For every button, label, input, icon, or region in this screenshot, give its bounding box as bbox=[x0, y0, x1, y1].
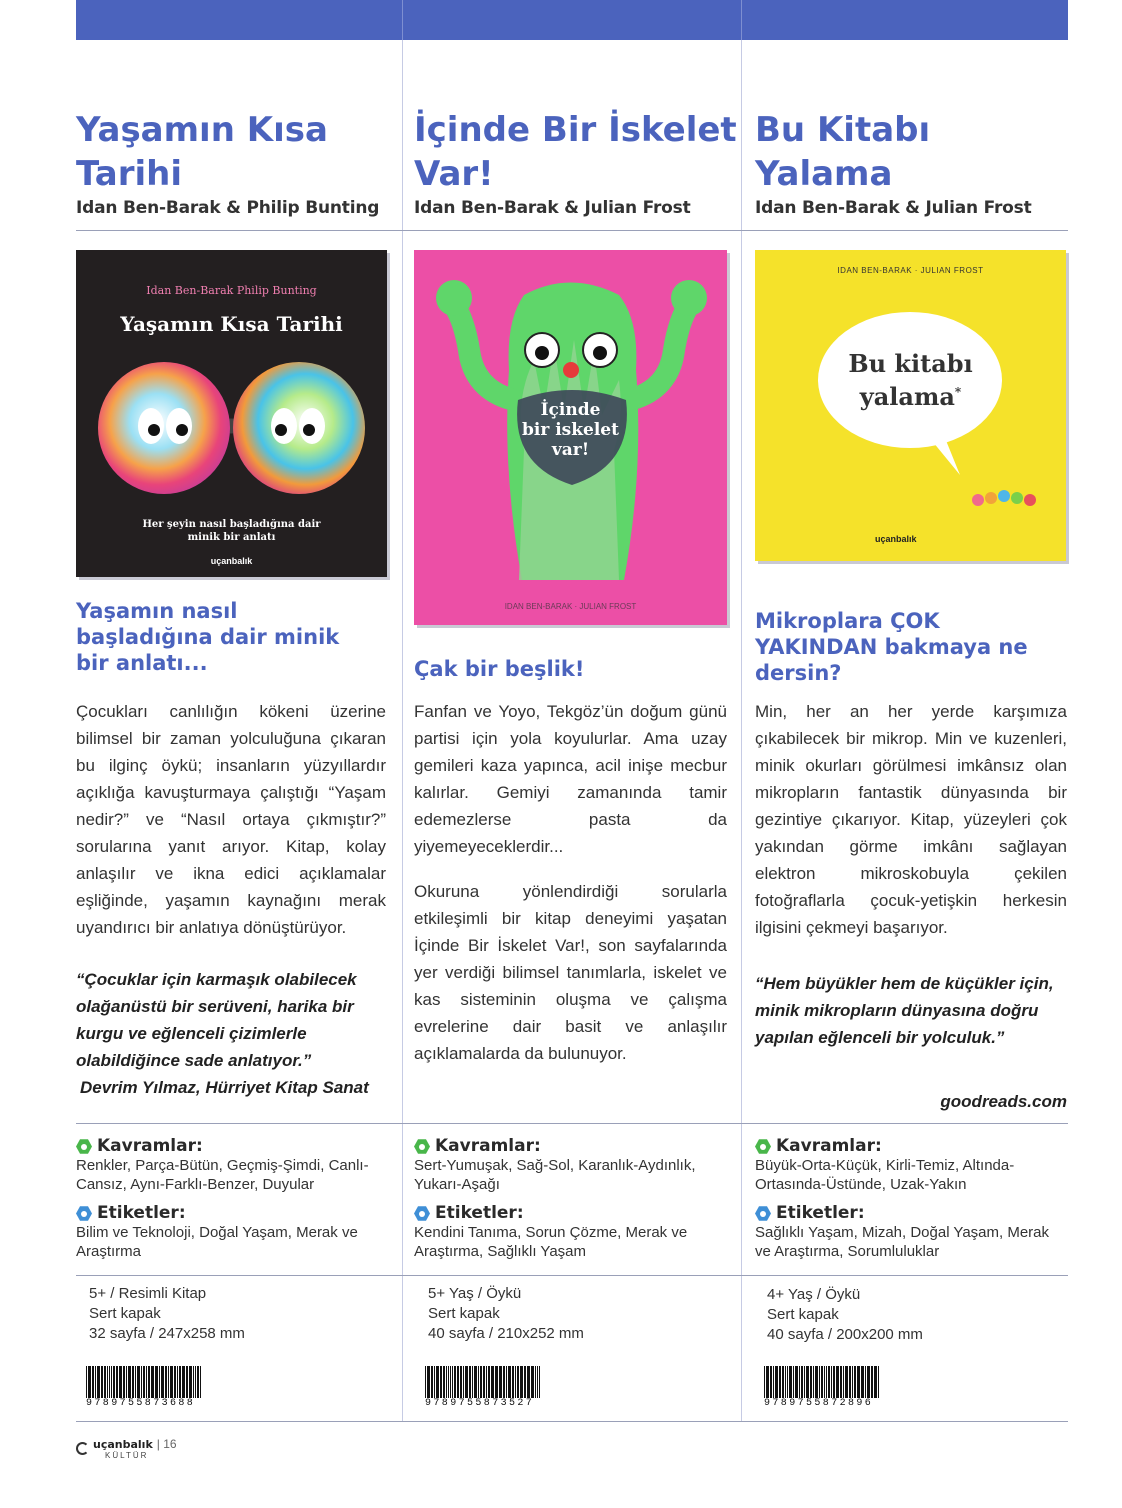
book-title: Bu Kitabı Yalama bbox=[755, 110, 931, 194]
barcode bbox=[86, 1366, 202, 1410]
book-title: Yaşamın Kısa Tarihi bbox=[76, 110, 328, 194]
etiket-icon bbox=[755, 1206, 771, 1222]
barcode-bar bbox=[815, 1366, 818, 1398]
book-specs bbox=[428, 1284, 584, 1344]
barcode-bar bbox=[524, 1366, 527, 1398]
barcode-bar bbox=[116, 1366, 118, 1398]
barcode-bar bbox=[159, 1366, 160, 1398]
book-specs bbox=[767, 1285, 923, 1345]
cover-authors: IDAN BEN-BARAK · JULIAN FROST bbox=[504, 602, 637, 611]
book-specs bbox=[89, 1284, 245, 1344]
barcode-bar bbox=[871, 1366, 873, 1398]
spec-age: 5+ / Resimli Kitap bbox=[89, 1285, 207, 1302]
barcode-bar bbox=[506, 1366, 507, 1398]
etiket-icon bbox=[414, 1206, 430, 1222]
barcode-bar bbox=[826, 1366, 827, 1398]
barcode-bar bbox=[137, 1366, 140, 1398]
barcode-bar bbox=[101, 1366, 103, 1398]
cover-title: Yaşamın Kısa Tarihi bbox=[120, 312, 343, 336]
barcode-bar bbox=[472, 1366, 473, 1398]
barcode-bar bbox=[806, 1366, 809, 1398]
barcode-bar bbox=[787, 1366, 788, 1398]
book-description: Çocukları canlılığın kökeni üzerine bilimsel bir zaman yolculuğuna çıkaran bu ilginç öykü; insanların yüzyıllardır açıklığa kavuşturmaya çalıştığı “Yaşam nedir?” ve “Nasıl ortaya çıkmıştır?” sorularına yanıt arıyor. Kitap, kolay anlaşılır ve ikna edici açıklamalar eşliğinde, yaşamın kaynağını merak uyandırıcı bir anlatıya dönüştürüyor. bbox=[76, 702, 386, 937]
barcode-bar bbox=[537, 1366, 538, 1398]
barcode-bar bbox=[865, 1366, 867, 1398]
isbn-number: 9789755873688 bbox=[86, 1398, 196, 1409]
barcode-bar bbox=[148, 1366, 150, 1398]
page-number: | 16 bbox=[156, 1436, 177, 1451]
barcode-bar bbox=[831, 1366, 832, 1398]
cover-publisher: uçanbalık bbox=[875, 534, 917, 544]
spec-age: 4+ Yaş / Öykü bbox=[767, 1286, 861, 1303]
book-description: Okuruna yönlendirdiği sorularla etkileşimli bir kitap deneyimi yaşatan İçinde Bir İskelet Var!, son sayfalarında yer verdiği bilimsel tanımlarla, iskelet ve kas sisteminin oluşma ve çalışma evrelerine dair basit ve anlaşılır açıklamalarda da bulunuyor. bbox=[414, 882, 727, 1063]
book-authors: Idan Ben-Barak & Philip Bunting bbox=[76, 198, 380, 218]
kavramlar-list: Sert-Yumuşak, Sağ-Sol, Karanlık-Aydınlık, Yukarı-Aşağı bbox=[414, 1157, 696, 1193]
barcode-bar bbox=[478, 1366, 479, 1398]
cover-authors: Idan Ben-Barak Philip Bunting bbox=[146, 284, 317, 297]
barcode-bar bbox=[857, 1366, 860, 1398]
spec-pages-size: 40 sayfa / 210x252 mm bbox=[428, 1325, 584, 1342]
book-description: Min, her an her yerde karşımıza çıkabilecek bir mikrop. Min ve kuzenleri, minik okurları görülmesi imkânsız olan mikropların fantastik dünyasında bir gezintiye çıkarıyor. Kitap, yüzeyleri çok yakından görme imkânı sağlayan elektron mikroskobuyla çekilen fotoğraflarla çocuk-yetişkin herkesin ilgisini çekmeyi başarıyor. bbox=[755, 702, 1067, 937]
book-subhead: Çak bir beşlik! bbox=[414, 657, 585, 681]
barcode-bar bbox=[836, 1366, 839, 1398]
barcode-bar bbox=[821, 1366, 823, 1398]
barcode-bar bbox=[161, 1366, 164, 1398]
barcode-bar bbox=[843, 1366, 844, 1398]
cover-publisher: uçanbalık bbox=[210, 556, 253, 566]
barcode-bar bbox=[785, 1366, 786, 1398]
barcode-bar bbox=[436, 1366, 439, 1398]
barcode-bar bbox=[446, 1366, 447, 1398]
barcode-bar bbox=[111, 1366, 112, 1398]
barcode-bars bbox=[425, 1366, 541, 1398]
book-authors: Idan Ben-Barak & Julian Frost bbox=[755, 198, 1032, 218]
barcode-bar bbox=[165, 1366, 167, 1398]
barcode-bar bbox=[95, 1366, 96, 1398]
bottom-divider bbox=[76, 1421, 1068, 1422]
barcode-bar bbox=[503, 1366, 505, 1398]
barcode-bar bbox=[186, 1366, 189, 1398]
barcode-bar bbox=[200, 1366, 201, 1398]
top-bar-divider bbox=[402, 0, 403, 40]
page-footer bbox=[76, 1437, 177, 1460]
barcode-bar bbox=[97, 1366, 100, 1398]
kavramlar-list: Büyük-Orta-Küçük, Kirli-Temiz, Altında-Ortasında-Üstünde, Uzak-Yakın bbox=[755, 1157, 1015, 1193]
barcode-bar bbox=[425, 1366, 426, 1398]
barcode-bar bbox=[764, 1366, 765, 1398]
publisher-logo-icon bbox=[76, 1442, 89, 1455]
barcode-bar bbox=[878, 1366, 879, 1398]
etiketler-list: Kendini Tanıma, Sorun Çözme, Merak ve Araştırma, Sağlıklı Yaşam bbox=[414, 1224, 688, 1260]
barcode-bar bbox=[107, 1366, 108, 1398]
cover-illustration bbox=[86, 356, 377, 506]
divider bbox=[741, 1275, 1068, 1276]
barcode-bar bbox=[454, 1366, 456, 1398]
barcode-bar bbox=[793, 1366, 794, 1398]
etiketler-block: Etiketler: Sağlıklı Yaşam, Mizah, Doğal Yaşam, Merak ve Araştırma, Sorumluluklar bbox=[755, 1204, 1065, 1261]
barcode-bar bbox=[508, 1366, 511, 1398]
divider bbox=[402, 230, 741, 231]
barcode-bar bbox=[431, 1366, 433, 1398]
barcode-bar bbox=[799, 1366, 800, 1398]
barcode-bar bbox=[469, 1366, 471, 1398]
book-authors: Idan Ben-Barak & Julian Frost bbox=[414, 198, 691, 218]
barcode-bar bbox=[189, 1366, 192, 1398]
book-description: Fanfan ve Yoyo, Tekgöz’ün doğum günü partisi için yola koyulurlar. Ama uzay gemileri kaza yapınca, acil inişe mecbur kalırlar. Gemiyi zamanında tamir edemezlerse pasta da yiyemeyeceklerdir... bbox=[414, 702, 727, 856]
barcode-bar bbox=[813, 1366, 814, 1398]
kavram-icon bbox=[414, 1139, 430, 1155]
barcode-bar bbox=[874, 1366, 877, 1398]
cover-title: Bu kitabı yalama* bbox=[848, 349, 973, 411]
barcode-bar bbox=[833, 1366, 835, 1398]
review-quote: “Çocuklar için karmaşık olabilecek olağanüstü bir serüveni, harika bir kurgu ve eğlenceli çizimlerle olabildiğince sade anlatıyor.” bbox=[76, 970, 357, 1070]
barcode-bar bbox=[527, 1366, 530, 1398]
barcode-bar bbox=[113, 1366, 115, 1398]
barcode-bar bbox=[824, 1366, 826, 1398]
barcode-bar bbox=[535, 1366, 536, 1398]
kavramlar-block: Kavramlar: Büyük-Orta-Küçük, Kirli-Temiz, Altında-Ortasında-Üstünde, Uzak-Yakın bbox=[755, 1137, 1065, 1194]
quote-source: Devrim Yılmaz, Hürriyet Kitap Sanat bbox=[80, 1078, 369, 1097]
etiketler-block: Etiketler: Bilim ve Teknoloji, Doğal Yaşam, Merak ve Araştırma bbox=[76, 1204, 396, 1261]
divider bbox=[741, 1123, 1068, 1124]
barcode-bar bbox=[448, 1366, 449, 1398]
barcode-bar bbox=[804, 1366, 805, 1398]
barcode-bar bbox=[520, 1366, 523, 1398]
barcode-bar bbox=[170, 1366, 173, 1398]
barcode-bar bbox=[849, 1366, 851, 1398]
kavramlar-list: Renkler, Parça-Bütün, Geçmiş-Şimdi, Canlı-Cansız, Aynı-Farklı-Benzer, Duyular bbox=[76, 1157, 369, 1193]
barcode-bar bbox=[195, 1366, 196, 1398]
divider bbox=[76, 1123, 402, 1124]
cover-authors: IDAN BEN-BARAK · JULIAN FROST bbox=[837, 266, 984, 275]
barcode-bar bbox=[168, 1366, 169, 1398]
barcode bbox=[764, 1366, 880, 1410]
barcode-bar bbox=[126, 1366, 127, 1398]
book-subhead: Yaşamın nasıl başladığına dair minik bir anlatı... bbox=[76, 599, 340, 675]
etiketler-list: Bilim ve Teknoloji, Doğal Yaşam, Merak ve Araştırma bbox=[76, 1224, 358, 1260]
barcode-bar bbox=[109, 1366, 110, 1398]
book-cover bbox=[76, 250, 387, 577]
barcode-bar bbox=[486, 1366, 488, 1398]
barcode-bar bbox=[852, 1366, 853, 1398]
barcode-bar bbox=[495, 1366, 498, 1398]
barcode-bar bbox=[427, 1366, 430, 1398]
book-title: İçinde Bir İskelet Var! bbox=[414, 110, 737, 194]
divider bbox=[76, 1275, 402, 1276]
barcode-bar bbox=[779, 1366, 781, 1398]
barcode-bar bbox=[88, 1366, 91, 1398]
column-divider bbox=[741, 40, 742, 1422]
book-cover bbox=[755, 250, 1066, 561]
barcode-bar bbox=[434, 1366, 435, 1398]
column-divider bbox=[402, 40, 403, 1422]
book-cover bbox=[414, 250, 727, 625]
barcode-bar bbox=[539, 1366, 540, 1398]
kavramlar-block: Kavramlar: Renkler, Parça-Bütün, Geçmiş-Şimdi, Canlı-Cansız, Aynı-Farklı-Benzer, Duyular bbox=[76, 1137, 396, 1194]
barcode bbox=[425, 1366, 541, 1410]
barcode-bar bbox=[515, 1366, 516, 1398]
barcode-bar bbox=[789, 1366, 792, 1398]
barcode-bar bbox=[795, 1366, 798, 1398]
barcode-bar bbox=[840, 1366, 842, 1398]
barcode-bar bbox=[770, 1366, 772, 1398]
barcode-bar bbox=[443, 1366, 446, 1398]
barcode-bar bbox=[143, 1366, 145, 1398]
barcode-bar bbox=[810, 1366, 812, 1398]
barcode-bar bbox=[182, 1366, 185, 1398]
barcode-bar bbox=[146, 1366, 148, 1398]
barcode-bar bbox=[531, 1366, 534, 1398]
publisher-logo bbox=[93, 1437, 153, 1460]
barcode-bar bbox=[177, 1366, 178, 1398]
barcode-bar bbox=[465, 1366, 468, 1398]
barcode-bar bbox=[474, 1366, 477, 1398]
barcode-bars bbox=[86, 1366, 202, 1398]
barcode-bar bbox=[132, 1366, 134, 1398]
barcode-bar bbox=[450, 1366, 451, 1398]
cover-title: İçinde bir iskelet var! bbox=[522, 400, 619, 460]
isbn-number: 9789755873527 bbox=[425, 1398, 535, 1409]
barcode-bar bbox=[867, 1366, 870, 1398]
barcode-bar bbox=[854, 1366, 856, 1398]
barcode-bar bbox=[828, 1366, 830, 1398]
spec-age: 5+ Yaş / Öykü bbox=[428, 1285, 522, 1302]
barcode-bar bbox=[457, 1366, 459, 1398]
kavram-icon bbox=[755, 1139, 771, 1155]
spec-binding: Sert kapak bbox=[767, 1306, 839, 1323]
barcode-bar bbox=[491, 1366, 494, 1398]
divider bbox=[402, 1123, 741, 1124]
kavram-icon bbox=[76, 1139, 92, 1155]
barcode-bar bbox=[174, 1366, 176, 1398]
book-subhead: Mikroplara ÇOK YAKINDAN bakmaya ne dersin? bbox=[755, 609, 1028, 685]
divider bbox=[76, 230, 402, 231]
barcode-bar bbox=[775, 1366, 778, 1398]
barcode-bar bbox=[452, 1366, 453, 1398]
barcode-bar bbox=[193, 1366, 194, 1398]
barcode-bar bbox=[766, 1366, 769, 1398]
barcode-bar bbox=[135, 1366, 136, 1398]
barcode-bar bbox=[463, 1366, 464, 1398]
publisher-name: uçanbalık bbox=[93, 1438, 153, 1451]
barcode-bar bbox=[512, 1366, 514, 1398]
barcode-bar bbox=[499, 1366, 502, 1398]
barcode-bar bbox=[86, 1366, 87, 1398]
barcode-bar bbox=[801, 1366, 803, 1398]
etiket-icon bbox=[76, 1206, 92, 1222]
spec-pages-size: 32 sayfa / 247x258 mm bbox=[89, 1325, 245, 1342]
quote-source: goodreads.com bbox=[940, 1092, 1067, 1111]
barcode-bar bbox=[440, 1366, 442, 1398]
review-quote: “Hem büyükler hem de küçükler için, minik mikropların dünyasına doğru yapılan eğlenceli bir yolculuk.” bbox=[755, 974, 1054, 1047]
barcode-bar bbox=[861, 1366, 864, 1398]
barcode-bar bbox=[773, 1366, 774, 1398]
etiketler-list: Sağlıklı Yaşam, Mizah, Doğal Yaşam, Merak ve Araştırma, Sorumluluklar bbox=[755, 1224, 1050, 1260]
spec-binding: Sert kapak bbox=[428, 1305, 500, 1322]
spec-pages-size: 40 sayfa / 200x200 mm bbox=[767, 1326, 923, 1343]
barcode-bar bbox=[179, 1366, 181, 1398]
isbn-number: 9789755872896 bbox=[764, 1398, 874, 1409]
barcode-bar bbox=[119, 1366, 122, 1398]
kavramlar-block: Kavramlar: Sert-Yumuşak, Sağ-Sol, Karanlık-Aydınlık, Yukarı-Aşağı bbox=[414, 1137, 734, 1194]
etiketler-block: Etiketler: Kendini Tanıma, Sorun Çözme, Merak ve Araştırma, Sağlıklı Yaşam bbox=[414, 1204, 734, 1261]
barcode-bar bbox=[517, 1366, 519, 1398]
publisher-sub: KÜLTÜR bbox=[105, 1451, 149, 1460]
barcode-bar bbox=[845, 1366, 848, 1398]
divider bbox=[741, 230, 1068, 231]
barcode-bar bbox=[782, 1366, 785, 1398]
barcode-bar bbox=[483, 1366, 485, 1398]
barcode-bar bbox=[123, 1366, 125, 1398]
barcode-bar bbox=[155, 1366, 158, 1398]
top-bar-divider bbox=[741, 0, 742, 40]
barcode-bar bbox=[197, 1366, 199, 1398]
cover-subtitle: Her şeyin nasıl başladığına dair minik bir anlatı bbox=[142, 519, 321, 543]
barcode-bar bbox=[151, 1366, 154, 1398]
divider bbox=[402, 1275, 741, 1276]
barcode-bar bbox=[460, 1366, 462, 1398]
barcode-bar bbox=[141, 1366, 142, 1398]
spec-binding: Sert kapak bbox=[89, 1305, 161, 1322]
barcode-bar bbox=[128, 1366, 131, 1398]
barcode-bar bbox=[488, 1366, 490, 1398]
top-color-bar bbox=[76, 0, 1068, 40]
barcode-bar bbox=[819, 1366, 820, 1398]
barcode-bars bbox=[764, 1366, 880, 1398]
barcode-bar bbox=[92, 1366, 94, 1398]
barcode-bar bbox=[480, 1366, 482, 1398]
barcode-bar bbox=[104, 1366, 107, 1398]
